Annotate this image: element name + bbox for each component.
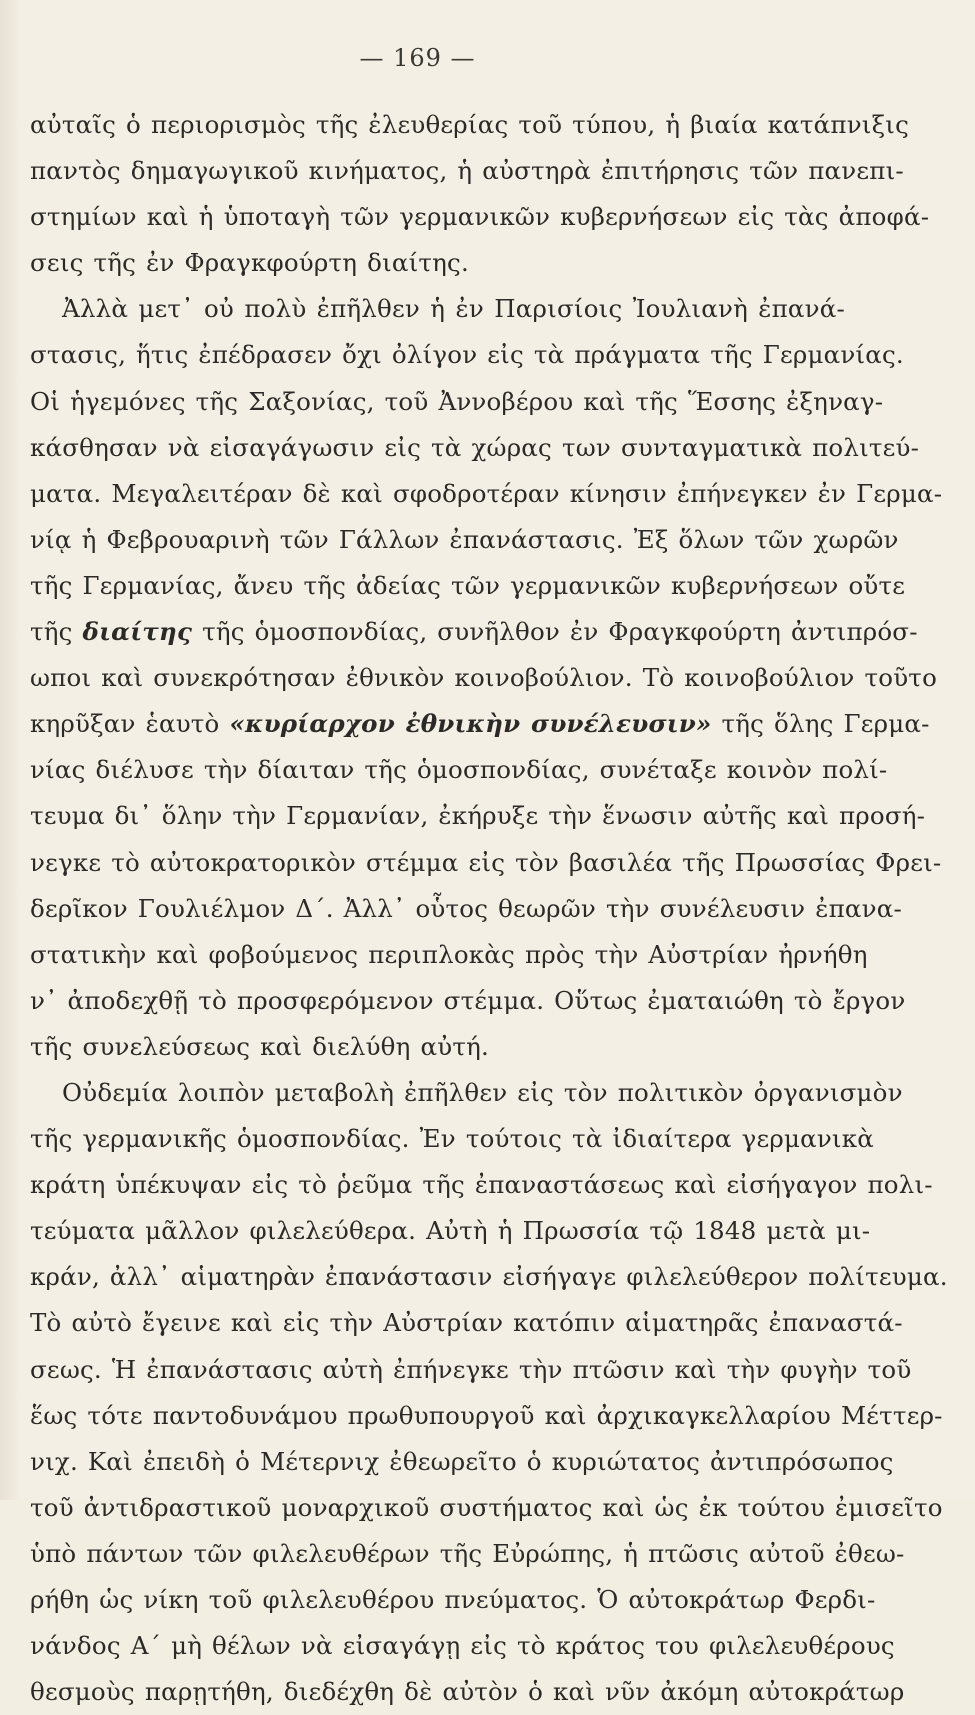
text-line: θεσμοὺς παρῃτήθη, διεδέχθη δὲ αὐτὸν ὁ καὶ νῦν ἀκόμη αὐτοκράτωρ (30, 1677, 905, 1707)
text-line: στατικὴν καὶ φοβούμενος περιπλοκὰς πρὸς τὴν Αὐστρίαν ἠρνήθη (30, 939, 868, 969)
text-segment: τῆς ὁμοσπονδίας, συνῆλθον ἐν Φραγκφούρτη ἀντιπρόσ- (192, 617, 918, 647)
text-line: Οὐδεμία λοιπὸν μεταβολὴ ἐπῆλθεν εἰς τὸν πολιτικὸν ὀργανισμὸν (62, 1077, 903, 1107)
text-line: στασις, ἥτις ἐπέδρασεν ὄχι ὀλίγον εἰς τὰ πράγματα τῆς Γερμανίας. (30, 340, 904, 370)
text-line: ρήθη ὡς νίκη τοῦ φιλελευθέρου πνεύματος. Ὁ αὐτοκράτωρ Φερδι- (30, 1585, 876, 1614)
emphasized-text: «κυρίαρχον ἐθνικὴν συνέλευσιν» (229, 709, 712, 739)
text-line: τεύματα μᾶλλον φιλελεύθερα. Αὐτὴ ἡ Πρωσσία τῷ 1848 μετὰ μι- (30, 1216, 871, 1246)
text-line: Ἀλλὰ μετ᾽ οὐ πολὺ ἐπῆλθεν ἡ ἐν Παρισίοις Ἰουλιανὴ ἐπανά- (62, 294, 845, 324)
text-line: σεις τῆς ἐν Φραγκφούρτη διαίτης. (30, 248, 469, 278)
text-line: κράν, ἀλλ᾽ αἱματηρὰν ἐπανάστασιν εἰσήγαγε φιλελεύθερον πολίτευμα. (30, 1262, 948, 1292)
text-line: ἕως τότε παντοδυνάμου πρωθυπουργοῦ καὶ ἀρχικαγκελλαρίου Μέττερ- (30, 1400, 943, 1430)
text-line: ωποι καὶ συνεκρότησαν ἐθνικὸν κοινοβούλιον. Τὸ κοινοβούλιον τοῦτο (30, 663, 938, 693)
page-number: — 169 — (359, 44, 476, 72)
body-text (30, 102, 948, 1715)
text-line: ματα. Μεγαλειτέραν δὲ καὶ σφοδροτέραν κίνησιν ἐπήνεγκεν ἐν Γερμα- (30, 478, 943, 508)
text-line: ὑπὸ πάντων τῶν φιλελευθέρων τῆς Εὐρώπης, ἡ πτῶσις αὐτοῦ ἐθεω- (30, 1538, 905, 1568)
text-line: Τὸ αὐτὸ ἔγεινε καὶ εἰς τὴν Αὐστρίαν κατόπιν αἱματηρᾶς ἐπαναστά- (30, 1308, 903, 1338)
text-line: νάνδος Α΄ μὴ θέλων νὰ εἰσαγάγῃ εἰς τὸ κράτος του φιλελευθέρους (30, 1631, 895, 1661)
text-line: σεως. Ἡ ἐπανάστασις αὐτὴ ἐπήνεγκε τὴν πτῶσιν καὶ τὴν φυγὴν τοῦ (30, 1354, 912, 1384)
text-line: νίᾳ ἡ Φεβρουαρινὴ τῶν Γάλλων ἐπανάστασις. Ἐξ ὅλων τῶν χωρῶν (30, 524, 899, 554)
text-line: στημίων καὶ ἡ ὑποταγὴ τῶν γερμανικῶν κυβερνήσεων εἰς τὰς ἀποφά- (30, 202, 930, 232)
emphasized-text: διαίτης (82, 617, 193, 647)
text-segment: τῆς (30, 617, 83, 647)
text-line (30, 701, 930, 747)
text-line: τοῦ ἀντιδραστικοῦ μοναρχικοῦ συστήματος καὶ ὡς ἐκ τούτου ἐμισεῖτο (30, 1492, 943, 1522)
text-line: νεγκε τὸ αὐτοκρατορικὸν στέμμα εἰς τὸν βασιλέα τῆς Πρωσσίας Φρει- (30, 847, 942, 877)
text-line: νίας διέλυσε τὴν δίαιταν τῆς ὁμοσπονδίας, συνέταξε κοινὸν πολί- (30, 755, 888, 785)
text-line: κράτη ὑπέκυψαν εἰς τὸ ῥεῦμα τῆς ἐπαναστάσεως καὶ εἰσήγαγον πολι- (30, 1170, 933, 1200)
text-line: τῆς συνελεύσεως καὶ διελύθη αὐτή. (30, 1031, 489, 1061)
text-line: τῆς Γερμανίας, ἄνευ τῆς ἀδείας τῶν γερμανικῶν κυβερνήσεων οὔτε (30, 570, 906, 600)
text-line: τευμα δι᾽ ὅλην τὴν Γερμανίαν, ἐκήρυξε τὴν ἕνωσιν αὐτῆς καὶ προσή- (30, 801, 926, 831)
text-segment: τῆς ὅλης Γερμα- (711, 709, 930, 739)
text-line: ν᾽ ἀποδεχθῇ τὸ προσφερόμενον στέμμα. Οὕτως ἐματαιώθη τὸ ἔργον (30, 985, 906, 1015)
text-line: κάσθησαν νὰ εἰσαγάγωσιν εἰς τὰ χώρας των συνταγματικὰ πολιτεύ- (30, 432, 920, 462)
text-line: αὐταῖς ὁ περιορισμὸς τῆς ἐλευθερίας τοῦ τύπου, ἡ βιαία κατάπνιξις (30, 110, 910, 139)
text-line: παντὸς δημαγωγικοῦ κινήματος, ἡ αὐστηρὰ ἐπιτήρησις τῶν πανεπι- (30, 156, 904, 186)
text-line: τῆς γερμανικῆς ὁμοσπονδίας. Ἐν τούτοις τὰ ἰδιαίτερα γερμανικὰ (30, 1124, 874, 1154)
text-line: δερῖκον Γουλιέλμον Δ΄. Ἀλλ᾽ οὗτος θεωρῶν τὴν συνέλευσιν ἐπανα- (30, 893, 902, 923)
text-line: νιχ. Καὶ ἐπειδὴ ὁ Μέτερνιχ ἐθεωρεῖτο ὁ κυριώτατος ἀντιπρόσωπος (30, 1446, 894, 1476)
text-line: Οἱ ἡγεμόνες τῆς Σαξονίας, τοῦ Ἀννοβέρου καὶ τῆς Ἕσσης ἐξηναγ- (30, 386, 884, 416)
text-segment: κηρῦξαν ἑαυτὸ (30, 709, 230, 739)
text-line (30, 609, 918, 655)
